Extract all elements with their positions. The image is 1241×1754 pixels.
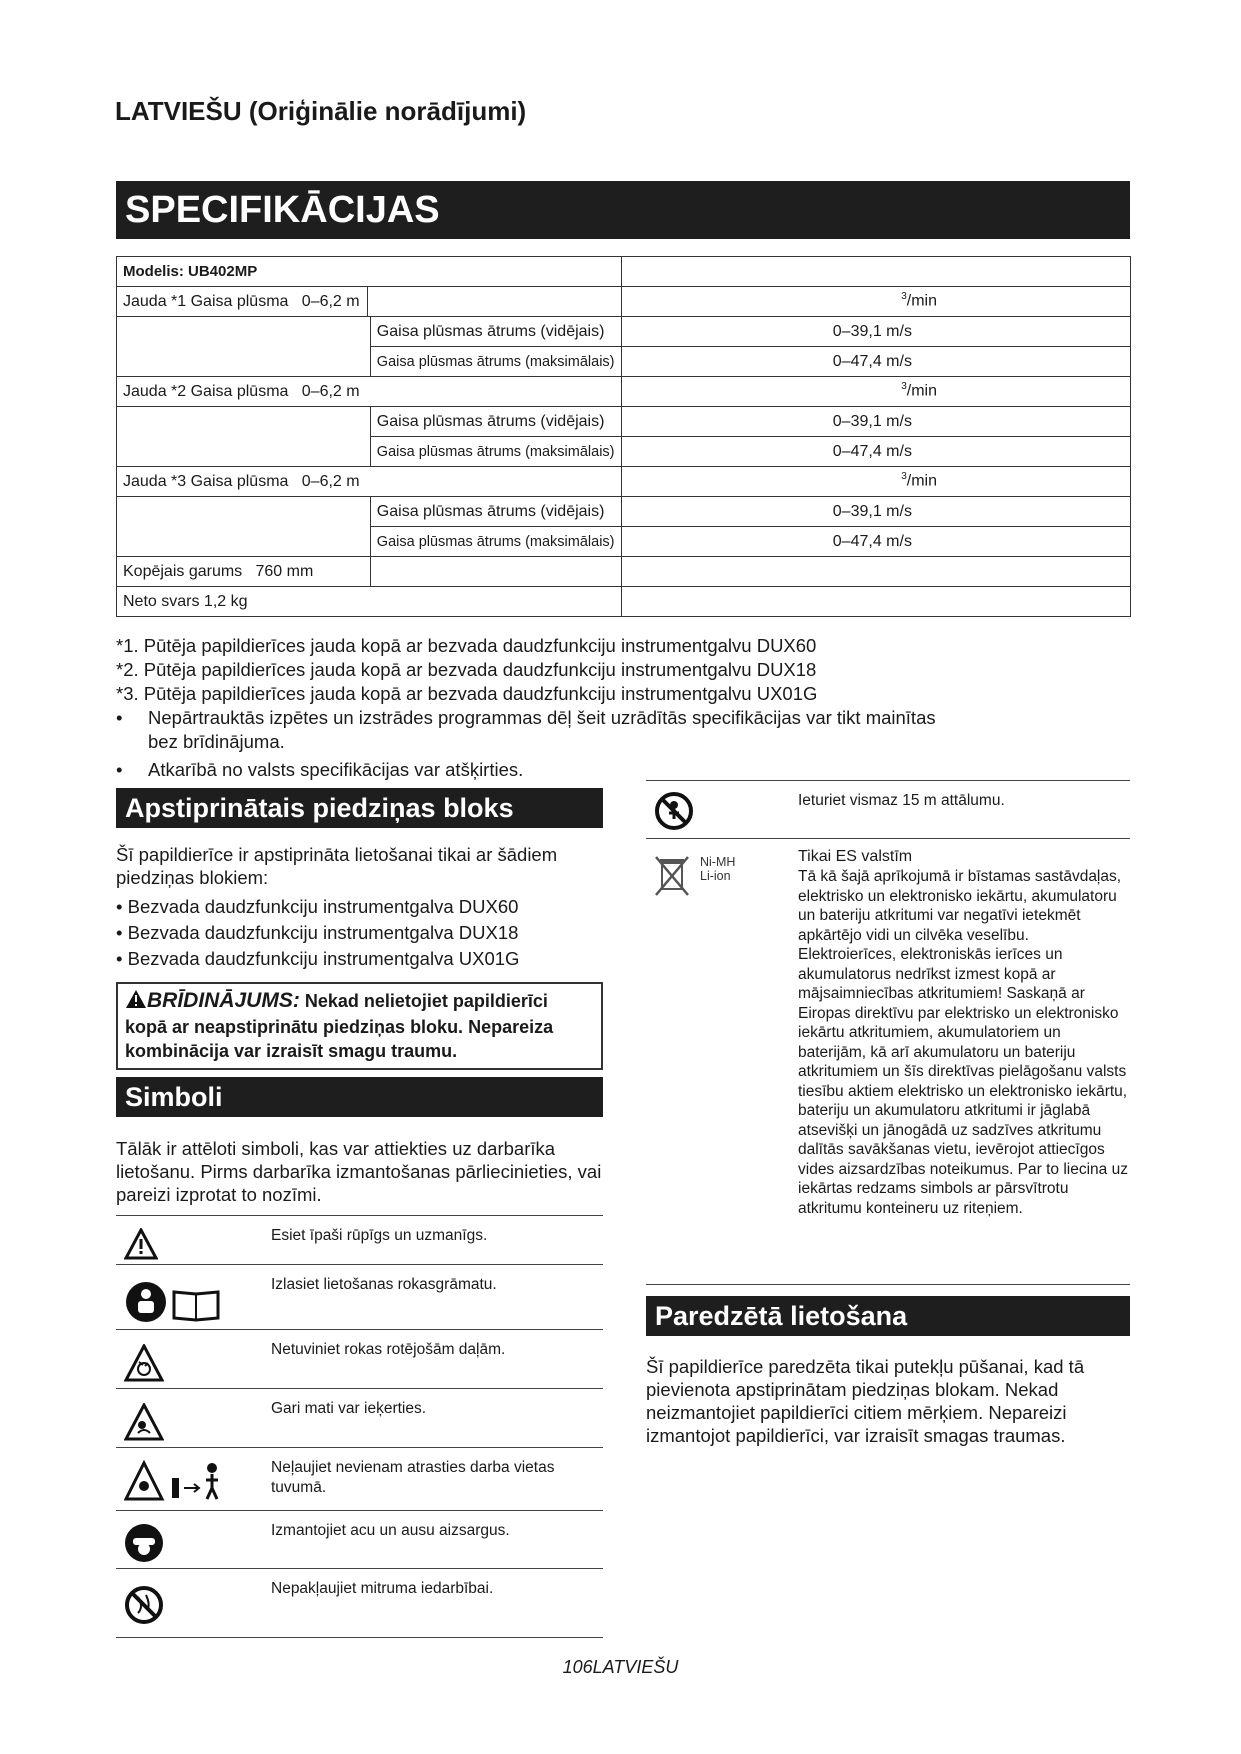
approved-intro: Šī papildierīce ir apstiprināta lietošanai tikai ar šādiem piedziņas blokiem: (116, 844, 558, 888)
caution-triangle-icon (124, 1228, 158, 1265)
note-bullet-1: • Nepārtrauktās izpētes un izstrādes programmas dēļ šeit uzrādītās specifikācijas var tikt mainītas bez brīdinājuma. (116, 707, 936, 752)
symbols-banner: Simboli (116, 1077, 603, 1117)
specifications-table: Modelis: UB402MP Jauda *1 Gaisa plūsma 0–6,2 m $^3$/min Gaisa plūsmas ātrums (vidējais) 0–39,1 m/s Gaisa plūsmas ātrums (maksimālais) 0–47,4 m/s Jauda *2 Gaisa plūsma 0–6,2 m $^3$/min Gaisa plūsmas ātrums (vidējais) 0–39,1 m/s Gaisa plūsmas ātrums (maksimālais) 0–47,4 m/s Jauda *3 Gaisa plūsma 0–6,2 m $^3$/min Gaisa plūsmas ātrums (vidējais) 0–39,1 m/s Gaisa plūsmas ātrums (maksimālais) 0–47,4 m/s Kopējais garums 760 mm Neto svars 1,2 kg (116, 256, 1131, 617)
approved-list (116, 894, 603, 972)
read-manual-icon (124, 1280, 224, 1329)
approved-item-2: • Bezvada daudzfunkciju instrumentgalva DUX18 (116, 922, 519, 943)
no-moisture-icon (124, 1585, 164, 1630)
model-label: Modelis: UB402MP (117, 257, 622, 287)
spec-length: Kopējais garums 760 mm (117, 557, 371, 587)
warning-box (116, 982, 603, 1070)
symbol-row-eu-disposal (646, 838, 1130, 1285)
spec-sub-max-1: Gaisa plūsmas ātrums (maksimālais) (370, 347, 621, 377)
note-2: *2. Pūtēja papildierīces jauda kopā ar bezvada daudzfunkciju instrumentgalvu DUX18 (116, 659, 817, 680)
eu-disposal-text: Tā kā šajā aprīkojumā ir bīstamas sastāvdaļas, elektrisko un elektronisko iekārtu, akumulatoru un bateriju atkritumi var negatīvi ietekmēt apkārtējo vidi un cilvēka veselību. Elektroierīces, elektroniskās ierīces un akumulatorus nedrīkst izmest kopā ar mājsaimniecības atkritumiem! Saskaņā ar Eiropas direktīvu par elektrisko un elektronisko iekārtu atkritumiem, akumulatoriem un baterijām, kā arī akumulatoru un bateriju atkritumiem un šīs direktīvas pielāgošanu valsts tiesību aktiem elektrisko un elektronisko iekārtu, bateriju un akumulatoru atkritumi ir jāglabā atsevišķi un jānogādā uz sadzīves atkritumu dalītās savākšanas vietu, ievērojot attiecīgos vides aizsardzības noteikumus. Par to liecina uz iekārtas redzams simbols ar pārsvītrotu atkritumu konteineru uz riteņiem. (798, 868, 1128, 1217)
long-hair-icon (124, 1403, 164, 1446)
spec-notes (116, 634, 1116, 782)
battery-type-labels: Ni-MH Li-ion (700, 855, 736, 883)
symbol-row-caution: Esiet īpaši rūpīgs un uzmanīgs. (116, 1215, 603, 1265)
symbol-row-protection: Izmantojiet acu un ausu aizsargus. (116, 1510, 603, 1569)
warning-text: Nekad nelietojiet papildierīci kopā ar neapstiprinātu piedziņas bloku. Nepareiza kombinācija var izraisīt smagu traumu. (125, 991, 554, 1061)
specifications-banner: SPECIFIKĀCIJAS (116, 181, 1130, 239)
spec-row-power-1: Jauda *1 Gaisa plūsma 0–6,2 m $^3$/min (117, 287, 1131, 317)
symbol-row-distance: Ieturiet vismaz 15 m attālumu. (646, 780, 1130, 839)
symbol-row-hair: Gari mati var ieķerties. (116, 1388, 603, 1448)
symbol-row-moisture: Nepakļaujiet mitruma iedarbībai. (116, 1568, 603, 1638)
symbol-row-rotating: Netuviniet rokas rotējošām daļām. (116, 1329, 603, 1389)
keep-distance-icon (654, 791, 694, 836)
spec-sub-avg-3: Gaisa plūsmas ātrums (vidējais) (370, 497, 621, 527)
eye-ear-protection-icon (124, 1523, 164, 1568)
intended-use-text: Šī papildierīce paredzēta tikai putekļu pūšanai, kad tā pievienota apstiprinātam piedziņas blokam. Nekad neizmantojiet papildierīci citiem mērķiem. Nepareizi izmantojot papildierīci, var izraisīt smagas traumas. (646, 1356, 1085, 1446)
symbol-row-bystanders: Neļaujiet nevienam atrasties darba vietas tuvumā. (116, 1447, 603, 1511)
warning-icon (125, 989, 147, 1015)
approved-item-1: • Bezvada daudzfunkciju instrumentgalva DUX60 (116, 896, 519, 917)
approved-item-3: • Bezvada daudzfunkciju instrumentgalva UX01G (116, 948, 520, 969)
spec-weight: Neto svars 1,2 kg (117, 587, 622, 617)
crossed-bin-icon (652, 853, 692, 904)
keep-bystanders-away-icon (124, 1460, 228, 1507)
page-language-title: LATVIEŠU (Oriģinālie norādījumi) (115, 96, 527, 126)
rotating-parts-icon (124, 1344, 164, 1387)
note-1: *1. Pūtēja papildierīces jauda kopā ar bezvada daudzfunkciju instrumentgalvu DUX60 (116, 635, 817, 656)
approved-unit-banner: Apstiprinātais piedziņas bloks (116, 788, 603, 828)
symbols-intro: Tālāk ir attēloti simboli, kas var attiekties uz darbarīka lietošanu. Pirms darbarīka izmantošanas pārliecinieties, vai pareizi izprotat to nozīmi. (116, 1138, 602, 1205)
warning-label: BRĪDINĀJUMS: (147, 989, 300, 1012)
spec-sub-avg-2: Gaisa plūsmas ātrums (vidējais) (370, 407, 621, 437)
spec-sub-max-3: Gaisa plūsmas ātrums (maksimālais) (370, 527, 621, 557)
spec-sub-max-2: Gaisa plūsmas ātrums (maksimālais) (370, 437, 621, 467)
intended-use-banner: Paredzētā lietošana (646, 1296, 1130, 1336)
spec-row-power-2: Jauda *2 Gaisa plūsma 0–6,2 m $^3$/min (117, 377, 1131, 407)
spec-row-power-3: Jauda *3 Gaisa plūsma 0–6,2 m $^3$/min (117, 467, 1131, 497)
symbol-row-manual: Izlasiet lietošanas rokasgrāmatu. (116, 1264, 603, 1330)
spec-sub-avg-1: Gaisa plūsmas ātrums (vidējais) (370, 317, 621, 347)
note-3: *3. Pūtēja papildierīces jauda kopā ar bezvada daudzfunkciju instrumentgalvu UX01G (116, 683, 818, 704)
eu-only-title: Tikai ES valstīm (798, 848, 913, 865)
note-bullet-2: • Atkarībā no valsts specifikācijas var atšķirties. (116, 759, 524, 780)
page-number: 106LATVIEŠU (562, 1657, 679, 1677)
